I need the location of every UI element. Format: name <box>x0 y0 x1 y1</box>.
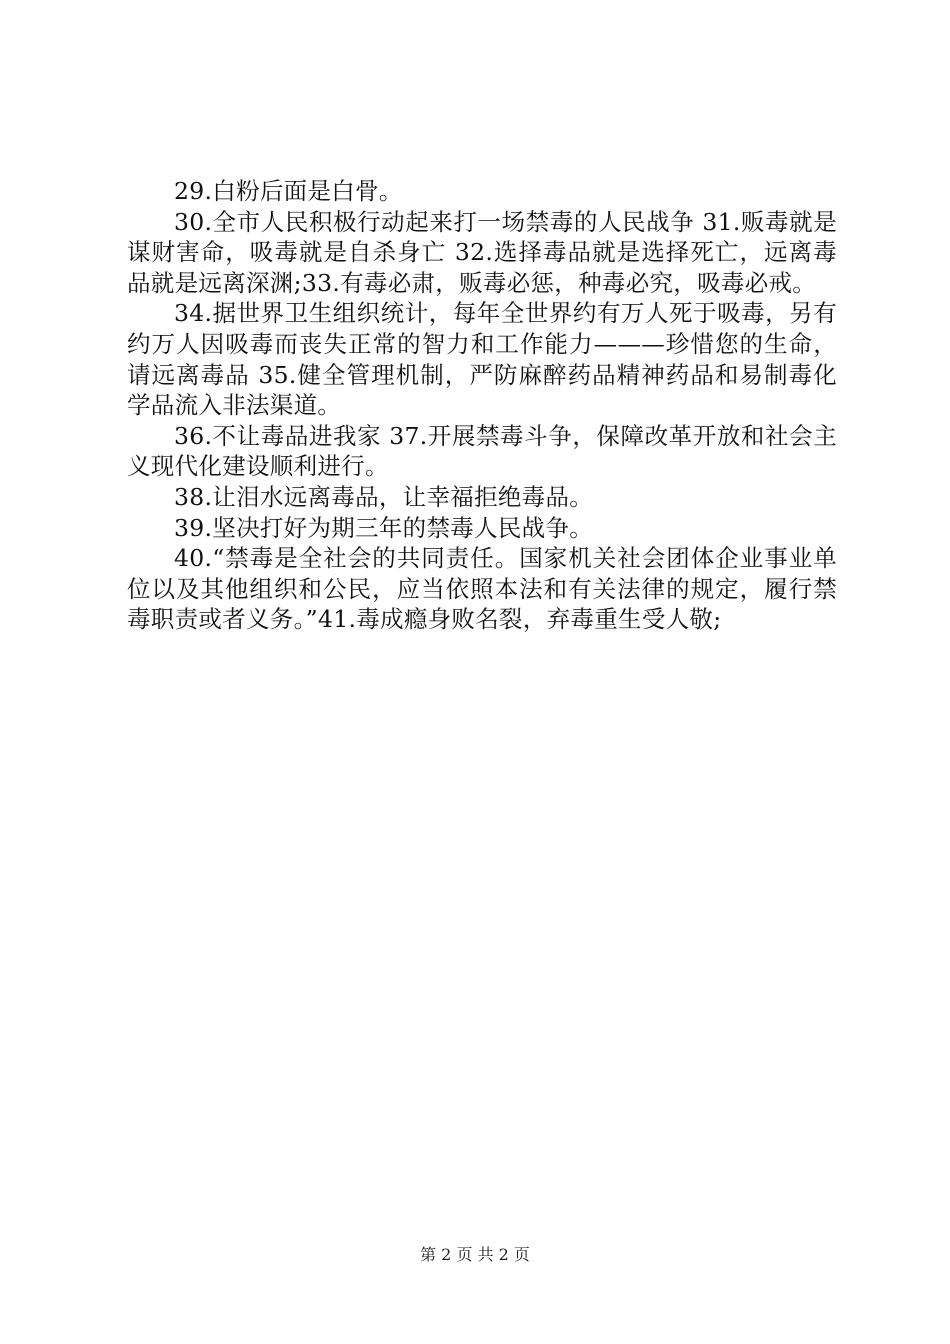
paragraph-29: 29.白粉后面是白骨。 <box>174 177 403 205</box>
paragraph-40-41: 40.“禁毒是全社会的共同责任。国家机关社会团体企业事业单位以及其他组织和公民，应当依照本法和有关法律的规定，履行禁毒职责或者义务。”41.毒成瘾身败名裂，弃毒重生受人敬; <box>127 544 837 634</box>
paragraph-30-33: 30.全市人民积极行动起来打一场禁毒的人民战争 31.贩毒就是谋财害命，吸毒就是自杀身亡 32.选择毒品就是选择死亡，远离毒品就是远离深渊;33.有毒必肃，贩毒必惩，种毒必究，吸毒必戒。 <box>127 207 837 297</box>
paragraph-38: 38.让泪水远离毒品，让幸福拒绝毒品。 <box>174 482 594 511</box>
document-body <box>127 176 837 635</box>
paragraph-36-37: 36.不让毒品进我家 37.开展禁毒斗争，保障改革开放和社会主义现代化建设顺利进行。 <box>127 421 837 481</box>
page-number-footer: 第 2 页 共 2 页 <box>420 1245 530 1264</box>
paragraph-39: 39.坚决打好为期三年的禁毒人民战争。 <box>174 513 594 542</box>
paragraph-34-35: 34.据世界卫生组织统计，每年全世界约有万人死于吸毒，另有约万人因吸毒而丧失正常的智力和工作能力———珍惜您的生命，请远离毒品 35.健全管理机制，严防麻醉药品精神药品和易制毒化学品流入非法渠道。 <box>127 299 837 420</box>
